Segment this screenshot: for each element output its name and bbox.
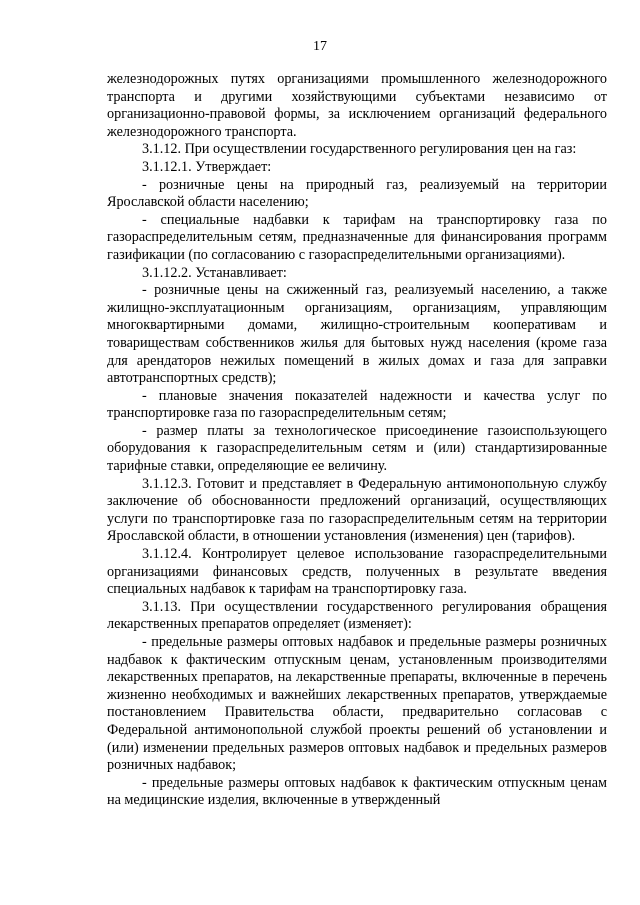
paragraph: - плановые значения показателей надежности и качества услуг по транспортировке газа по газораспределительным сетям; [107,387,607,422]
paragraph: - розничные цены на сжиженный газ, реализуемый населению, а также жилищно-эксплуатационным организациям, организациям, управляющим многоквартирными домами, жилищно-строительным кооперативам и товариществам собственников жилья для бытовых нужд населения (кроме газа для арендаторов нежилых помещений в жилых домах и газа для заправки автотранспортных средств); [107,282,607,387]
paragraph: 3.1.12.1. Утверждает: [142,158,272,175]
paragraph: 3.1.12.4. Контролирует целевое использование газораспределительными организациями финансовых средств, полученных в результате введения специальных надбавок к тарифам на транспортировку газа. [107,546,607,598]
paragraph: 3.1.12.2. Устанавливает: [142,264,287,281]
paragraph: 3.1.12.3. Готовит и представляет в Федеральную антимонопольную службу заключение об обоснованности предложений организаций, осуществляющих услуги по транспортировке газа по газораспределительным сетям на территории Ярославской области, в отношении установления (изменения) цен (тарифов). [107,475,607,545]
paragraph: - специальные надбавки к тарифам на транспортировку газа по газораспределительным сетям, предназначенные для финансирования программ газификации (по согласованию с газораспределительными организациями). [107,211,607,263]
page-number: 17 [313,39,327,54]
document-body [107,71,607,810]
paragraph: - предельные размеры оптовых надбавок к фактическим отпускным ценам на медицинские изделия, включенные в утвержденный [107,774,607,809]
paragraph: железнодорожных путях организациями промышленного железнодорожного транспорта и другими хозяйствующими субъектами независимо от организационно-правовой формы, за исключением организаций федерального железнодорожного транспорта. [107,71,607,140]
paragraph: 3.1.12. При осуществлении государственного регулирования цен на газ: [142,141,577,158]
paragraph: 3.1.13. При осуществлении государственного регулирования обращения лекарственных препаратов определяет (изменяет): [107,598,607,633]
paragraph: - размер платы за технологическое присоединение газоиспользующего оборудования к газораспределительным сетям и (или) стандартизированные тарифные ставки, определяющие ее величину. [107,422,607,475]
paragraph: - предельные размеры оптовых надбавок и предельные размеры розничных надбавок к фактическим отпускным ценам, установленным производителями лекарственных препаратов, на лекарственные препараты, включенные в перечень жизненно необходимых и важнейших лекарственных препаратов, утверждаемые постановлением Правительства области, предварительно согласовав с Федеральной антимонопольной службой проекты решений об установлении и (или) изменении предельных размеров оптовых надбавок и предельных размеров розничных надбавок; [107,634,607,774]
paragraph: - розничные цены на природный газ, реализуемый на территории Ярославской области населению; [107,176,607,211]
